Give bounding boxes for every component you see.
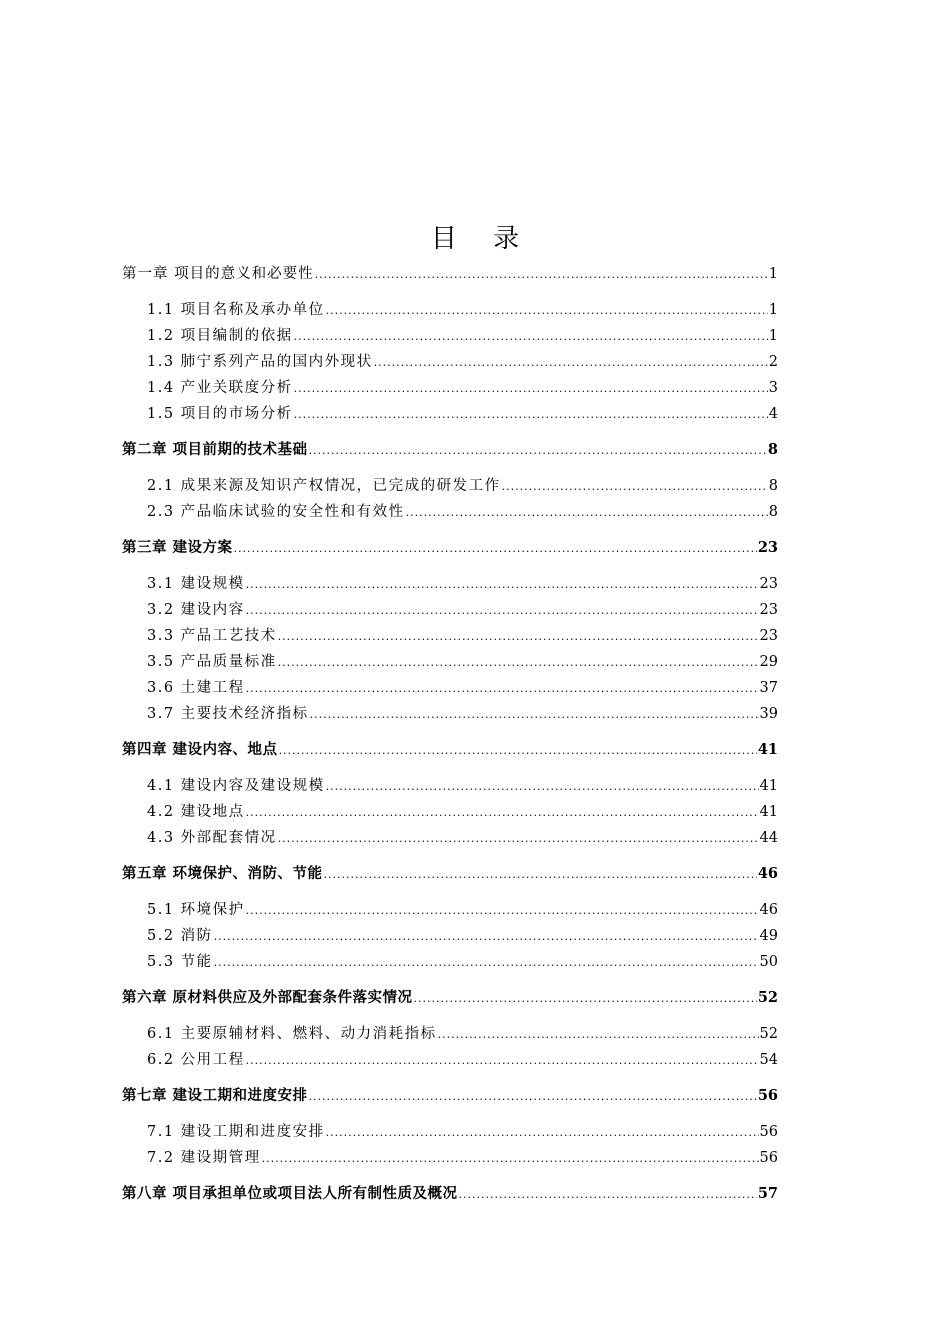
toc-entry-label: 第二章 项目前期的技术基础 xyxy=(122,441,308,458)
toc-page-number: 50 xyxy=(759,954,778,970)
toc-chapter-entry[interactable] xyxy=(122,988,778,1008)
toc-dot-leader xyxy=(234,538,757,559)
toc-dot-leader xyxy=(309,440,767,461)
toc-dot-leader xyxy=(278,828,759,849)
toc-page-number: 8 xyxy=(768,504,778,520)
toc-chapter-entry[interactable] xyxy=(122,864,778,884)
toc-page-number: 23 xyxy=(759,628,778,644)
toc-dot-leader xyxy=(294,326,768,347)
toc-entry-label: 第五章 环境保护、消防、节能 xyxy=(122,865,323,882)
toc-entry-label: 6.2 公用工程 xyxy=(147,1052,245,1068)
toc-chapter-entry[interactable] xyxy=(122,1086,778,1106)
toc-entry-label: 5.1 环境保护 xyxy=(147,902,245,918)
toc-section-entry[interactable] xyxy=(122,828,778,848)
toc-dot-leader xyxy=(279,740,757,761)
toc-section-entry[interactable] xyxy=(122,352,778,372)
toc-page-number: 4 xyxy=(768,406,778,422)
toc-page-number: 37 xyxy=(759,680,778,696)
toc-page-number: 3 xyxy=(768,380,778,396)
toc-section-entry[interactable] xyxy=(122,574,778,594)
toc-page-number: 56 xyxy=(759,1150,778,1166)
toc-entry-label: 3.2 建设内容 xyxy=(147,602,245,618)
toc-section-entry[interactable] xyxy=(122,802,778,822)
toc-page-number: 8 xyxy=(768,478,778,494)
toc-section-entry[interactable] xyxy=(122,626,778,646)
toc-section-entry[interactable] xyxy=(122,1122,778,1142)
toc-page-number: 39 xyxy=(759,706,778,722)
toc-page-number: 41 xyxy=(759,778,778,794)
toc-dot-leader xyxy=(414,988,757,1009)
toc-entry-label: 第八章 项目承担单位或项目法人所有制性质及概况 xyxy=(122,1185,458,1202)
toc-entry-label: 1.1 项目名称及承办单位 xyxy=(147,302,325,318)
toc-dot-leader xyxy=(246,678,759,699)
toc-page-number: 1 xyxy=(768,302,778,318)
toc-entry-label: 3.1 建设规模 xyxy=(147,576,245,592)
toc-section-entry[interactable] xyxy=(122,776,778,796)
toc-dot-leader xyxy=(294,404,768,425)
toc-section-entry[interactable] xyxy=(122,404,778,424)
toc-page-number: 56 xyxy=(757,1087,778,1104)
toc-section-entry[interactable] xyxy=(122,652,778,672)
toc-section-entry[interactable] xyxy=(122,1148,778,1168)
toc-entry-label: 1.5 项目的市场分析 xyxy=(147,406,293,422)
toc-dot-leader xyxy=(315,264,768,285)
toc-dot-leader xyxy=(294,378,768,399)
toc-entry-label: 1.3 肺宁系列产品的国内外现状 xyxy=(147,354,373,370)
toc-dot-leader xyxy=(406,502,768,523)
toc-entry-label: 3.7 主要技术经济指标 xyxy=(147,706,309,722)
toc-entry-label: 4.1 建设内容及建设规模 xyxy=(147,778,325,794)
toc-entry-label: 第六章 原材料供应及外部配套条件落实情况 xyxy=(122,989,413,1006)
toc-chapter-entry[interactable] xyxy=(122,1184,778,1204)
toc-dot-leader xyxy=(278,652,759,673)
toc-page-number: 44 xyxy=(759,830,778,846)
toc-page-number: 56 xyxy=(759,1124,778,1140)
toc-entry-label: 2.1 成果来源及知识产权情况，已完成的研发工作 xyxy=(147,478,501,494)
toc-dot-leader xyxy=(324,864,757,885)
toc-page-number: 23 xyxy=(759,576,778,592)
toc-entry-label: 1.2 项目编制的依据 xyxy=(147,328,293,344)
toc-title: 目 录 xyxy=(430,224,534,254)
toc-section-entry[interactable] xyxy=(122,378,778,398)
toc-dot-leader xyxy=(246,900,759,921)
toc-page-number: 54 xyxy=(759,1052,778,1068)
toc-dot-leader xyxy=(310,704,759,725)
toc-dot-leader xyxy=(326,776,759,797)
toc-section-entry[interactable] xyxy=(122,678,778,698)
toc-page-number: 1 xyxy=(768,266,778,282)
toc-entry-label: 3.3 产品工艺技术 xyxy=(147,628,277,644)
toc-page-number: 8 xyxy=(767,441,778,458)
toc-section-entry[interactable] xyxy=(122,600,778,620)
toc-entry-label: 第三章 建设方案 xyxy=(122,539,233,556)
table-of-contents xyxy=(122,0,778,1344)
toc-entry-label: 3.6 土建工程 xyxy=(147,680,245,696)
toc-entry-label: 1.4 产业关联度分析 xyxy=(147,380,293,396)
toc-entry-label: 5.3 节能 xyxy=(147,954,213,970)
toc-dot-leader xyxy=(278,626,759,647)
toc-entry-label: 7.1 建设工期和进度安排 xyxy=(147,1124,325,1140)
toc-dot-leader xyxy=(459,1184,757,1205)
toc-dot-leader xyxy=(374,352,768,373)
toc-entry-label: 3.5 产品质量标准 xyxy=(147,654,277,670)
toc-section-entry[interactable] xyxy=(122,300,778,320)
toc-dot-leader xyxy=(309,1086,757,1107)
toc-chapter-entry[interactable] xyxy=(122,440,778,460)
toc-section-entry[interactable] xyxy=(122,476,778,496)
toc-entry-label: 5.2 消防 xyxy=(147,928,213,944)
toc-page-number: 2 xyxy=(768,354,778,370)
toc-dot-leader xyxy=(246,802,759,823)
toc-dot-leader xyxy=(246,1050,759,1071)
toc-page-number: 49 xyxy=(759,928,778,944)
toc-dot-leader xyxy=(438,1024,759,1045)
toc-section-entry[interactable] xyxy=(122,502,778,522)
toc-page-number: 46 xyxy=(759,902,778,918)
toc-dot-leader xyxy=(214,926,759,947)
toc-page-number: 52 xyxy=(757,989,778,1006)
toc-dot-leader xyxy=(262,1148,759,1169)
toc-dot-leader xyxy=(326,1122,759,1143)
toc-entry-label: 7.2 建设期管理 xyxy=(147,1150,261,1166)
toc-page-number: 1 xyxy=(768,328,778,344)
toc-entry-label: 4.2 建设地点 xyxy=(147,804,245,820)
toc-entry-label: 第一章 项目的意义和必要性 xyxy=(122,266,314,282)
toc-dot-leader xyxy=(246,600,759,621)
toc-dot-leader xyxy=(326,300,768,321)
toc-entry-label: 6.1 主要原辅材料、燃料、动力消耗指标 xyxy=(147,1026,437,1042)
toc-page-number: 41 xyxy=(757,741,778,758)
toc-section-entry[interactable] xyxy=(122,326,778,346)
toc-dot-leader xyxy=(246,574,759,595)
toc-page-number: 57 xyxy=(757,1185,778,1202)
toc-page-number: 23 xyxy=(759,602,778,618)
toc-page-number: 46 xyxy=(757,865,778,882)
toc-page-number: 52 xyxy=(759,1026,778,1042)
toc-chapter-entry[interactable] xyxy=(122,538,778,558)
toc-section-entry[interactable] xyxy=(122,952,778,972)
toc-entry-label: 第七章 建设工期和进度安排 xyxy=(122,1087,308,1104)
toc-dot-leader xyxy=(502,476,768,497)
toc-chapter-entry[interactable] xyxy=(122,264,778,284)
toc-entry-label: 2.3 产品临床试验的安全性和有效性 xyxy=(147,504,405,520)
toc-page-number: 23 xyxy=(757,539,778,556)
toc-entry-label: 第四章 建设内容、地点 xyxy=(122,741,278,758)
toc-page-number: 41 xyxy=(759,804,778,820)
toc-dot-leader xyxy=(214,952,759,973)
toc-entry-label: 4.3 外部配套情况 xyxy=(147,830,277,846)
toc-section-entry[interactable] xyxy=(122,1050,778,1070)
toc-section-entry[interactable] xyxy=(122,926,778,946)
toc-chapter-entry[interactable] xyxy=(122,740,778,760)
toc-section-entry[interactable] xyxy=(122,900,778,920)
toc-page-number: 29 xyxy=(759,654,778,670)
toc-section-entry[interactable] xyxy=(122,704,778,724)
toc-section-entry[interactable] xyxy=(122,1024,778,1044)
